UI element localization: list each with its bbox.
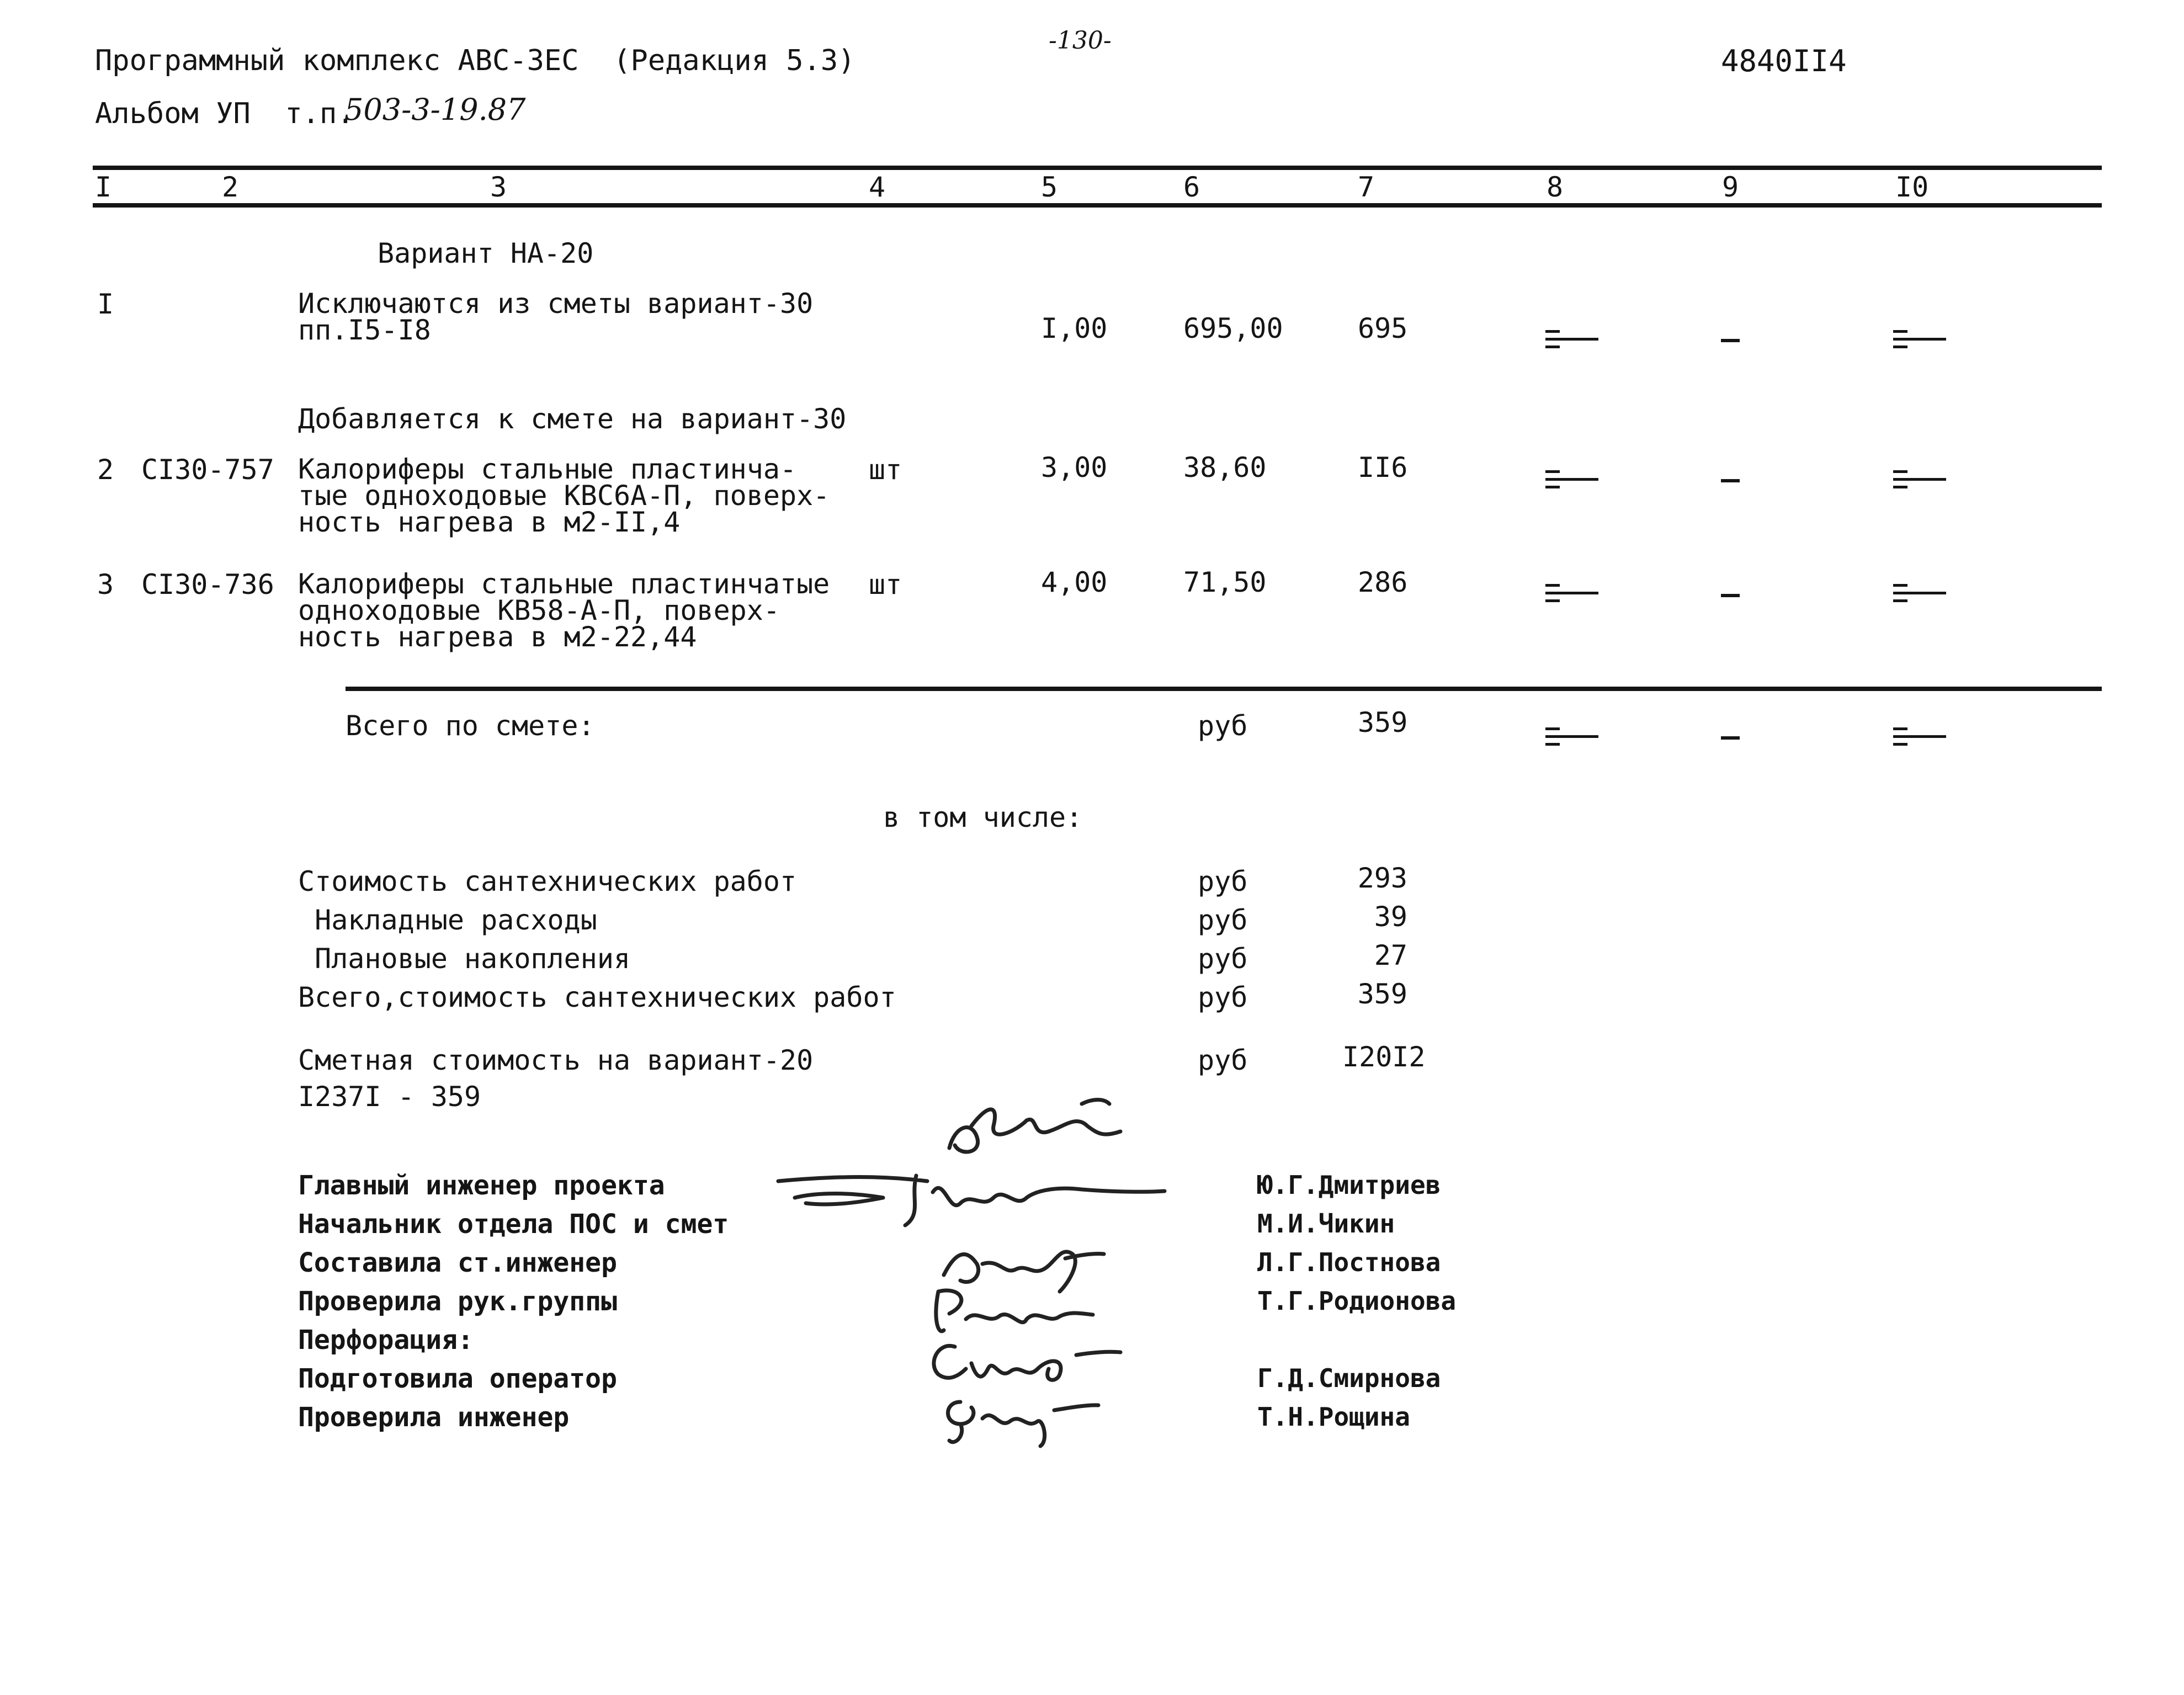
row-3-total: 286 [1358, 566, 1408, 598]
total-unit: руб [1198, 710, 1248, 742]
column-header-6: 6 [1183, 171, 1200, 203]
estimate-formula: I237I - 359 [298, 1081, 481, 1113]
handwritten-signature-1 [938, 1093, 1126, 1170]
signatory-role-5: Перфорация: [298, 1325, 474, 1356]
row-2-quantity: 3,00 [1041, 451, 1108, 483]
breakdown-label-1: Стоимость сантехнических работ [298, 865, 797, 897]
column-header-7: 7 [1358, 171, 1375, 203]
column-header-2: 2 [222, 171, 239, 203]
program-title: Программный комплекс АВС-ЗЕС (Редакция 5.3) [95, 44, 855, 77]
breakdown-label-2: Накладные расходы [298, 904, 597, 936]
row-2-col9-dash [1721, 479, 1740, 482]
breakdown-label-3: Плановые накопления [298, 943, 631, 975]
handwritten-signature-2 [773, 1159, 1170, 1231]
row-2-price: 38,60 [1183, 451, 1267, 483]
row-1-quantity: I,00 [1041, 312, 1108, 344]
column-header-5: 5 [1041, 171, 1058, 203]
breakdown-value-2: 39 [1374, 901, 1407, 933]
breakdown-label-4: Всего,стоимость сантехнических работ [298, 981, 896, 1013]
total-rule [346, 687, 2102, 691]
variant-title: Вариант НА-20 [378, 237, 594, 269]
row-2-total: II6 [1358, 451, 1408, 483]
row-3-number: 3 [97, 568, 114, 601]
row-1-col9-dash [1721, 339, 1740, 342]
row-3-description: Калориферы стальные пластинчатые одноходовые КВ58-А-П, поверх- ность нагрева в м2-22,44 [298, 568, 830, 653]
breakdown-unit-1: руб [1198, 865, 1248, 897]
signatory-role-7: Проверила инженер [298, 1402, 570, 1433]
table-top-rule [93, 166, 2102, 170]
album-reference: 503-3-19.87 [344, 92, 526, 127]
signatory-name-3: Л.Г.Постнова [1257, 1247, 1441, 1277]
signatory-name-7: Т.Н.Рощина [1257, 1402, 1410, 1432]
table-header-rule [93, 203, 2102, 208]
including-label: в том числе: [883, 801, 1083, 833]
signatory-name-1: Ю.Г.Дмитриев [1257, 1170, 1441, 1200]
row-3-unit: шт [869, 568, 902, 601]
column-header-1: I [95, 171, 112, 203]
breakdown-value-1: 293 [1357, 862, 1407, 894]
column-header-3: 3 [490, 171, 507, 203]
breakdown-unit-4: руб [1198, 981, 1248, 1013]
row-2-number: 2 [97, 454, 114, 486]
breakdown-unit-2: руб [1198, 904, 1248, 936]
total-value: 359 [1358, 706, 1408, 738]
page-number: -130- [1049, 26, 1112, 55]
row-1-description: Исключаются из сметы вариант-30 пп.I5-I8 [298, 288, 814, 346]
row-2-unit: шт [869, 454, 902, 486]
column-header-4: 4 [869, 171, 886, 203]
handwritten-signature-6 [933, 1380, 1104, 1452]
column-header-10: I0 [1895, 171, 1929, 203]
row-3-price: 71,50 [1183, 566, 1267, 598]
signatory-role-6: Подготовила оператор [298, 1363, 617, 1394]
signatory-role-2: Начальник отдела ПОС и смет [298, 1209, 729, 1240]
estimate-value: I20I2 [1342, 1041, 1426, 1073]
column-header-8: 8 [1547, 171, 1564, 203]
row-3-quantity: 4,00 [1041, 566, 1108, 598]
album-label: Альбом УП т.п. [95, 97, 354, 130]
estimate-unit: руб [1198, 1044, 1248, 1076]
row-3-col9-dash [1721, 594, 1740, 597]
signatory-role-3: Составила ст.инженер [298, 1247, 617, 1278]
breakdown-unit-3: руб [1198, 943, 1248, 975]
estimate-label: Сметная стоимость на вариант-20 [298, 1044, 814, 1076]
row-1-number: I [97, 288, 114, 320]
total-col9-dash [1721, 736, 1740, 740]
breakdown-value-3: 27 [1374, 939, 1407, 971]
signatory-role-4: Проверила рук.группы [298, 1286, 617, 1317]
breakdown-value-4: 359 [1357, 978, 1407, 1010]
column-header-9: 9 [1722, 171, 1739, 203]
signatory-name-4: Т.Г.Родионова [1257, 1286, 1457, 1316]
signatory-name-6: Г.Д.Смирнова [1257, 1363, 1441, 1393]
row-2-code: CI30-757 [141, 454, 274, 486]
added-heading: Добавляется к смете на вариант-30 [298, 403, 847, 435]
row-2-description: Калориферы стальные пластинча- тые одноходовые КВС6А-П, поверх- ность нагрева в м2-II,4 [298, 453, 830, 538]
row-3-code: CI30-736 [141, 568, 274, 601]
signatory-role-1: Главный инженер проекта [298, 1170, 665, 1201]
document-code: 4840II4 [1721, 44, 1847, 78]
row-1-total: 695 [1358, 312, 1408, 344]
row-1-price: 695,00 [1183, 312, 1283, 344]
total-label: Всего по смете: [346, 710, 595, 742]
signatory-name-2: М.И.Чикин [1257, 1209, 1395, 1239]
